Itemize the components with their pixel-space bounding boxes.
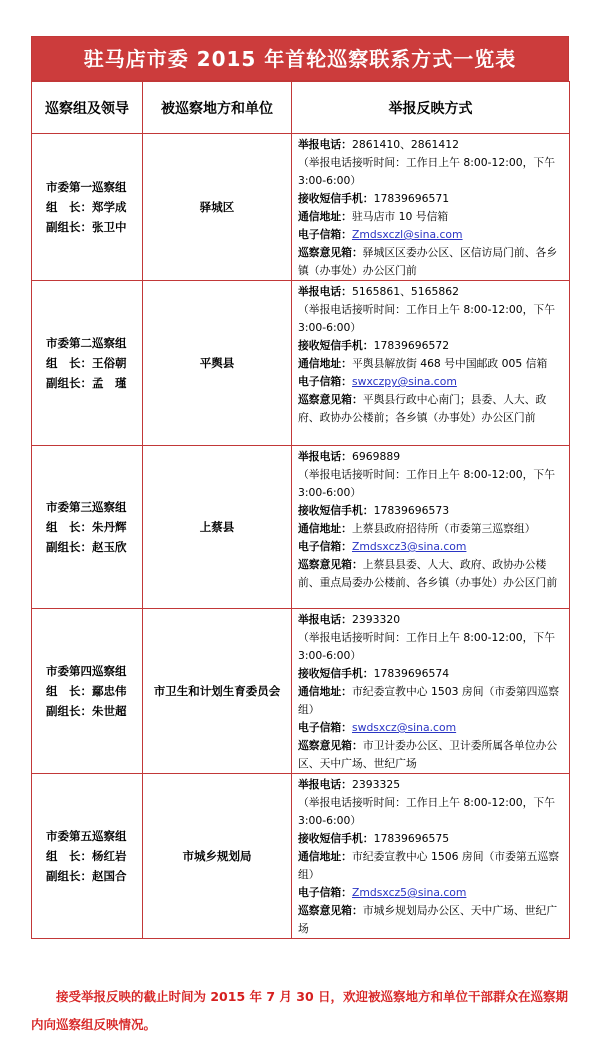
table-row: [32, 134, 570, 281]
mailbox-value: 平舆县行政中心南门；县委、人大、政府、政协办公楼前；各乡镇（办事处）办公区门前: [298, 393, 547, 424]
group-leader: 组 长：朱丹辉: [46, 520, 127, 534]
phone-line: [298, 611, 563, 629]
group-leader: 组 长：郑学成: [46, 200, 127, 214]
sms-value: 17839696571: [373, 192, 450, 205]
mailbox-label: 巡察意见箱：: [298, 246, 363, 259]
target-unit: 驿城区: [143, 134, 292, 281]
address-label: 通信地址：: [298, 685, 352, 698]
address-label: 通信地址：: [298, 210, 352, 223]
group-name: 市委第一巡察组: [46, 180, 127, 194]
group-deputy: 副组长：赵国合: [46, 869, 127, 883]
header-target: 被巡察地方和单位: [143, 82, 292, 134]
address-value: 上蔡县政府招待所（市委第三巡察组）: [351, 522, 536, 535]
mailbox-value: 市卫计委办公区、卫计委所属各单位办公区、天中广场、世纪广场: [298, 739, 558, 770]
phone-label: 举报电话：: [298, 450, 352, 463]
mailbox-value: 驿城区区委办公区、区信访局门前、各乡镇（办事处）办公区门前: [298, 246, 558, 277]
header-group: 巡察组及领导: [32, 82, 143, 134]
phone-label: 举报电话：: [298, 138, 352, 151]
phone-line: [298, 136, 563, 154]
mailbox-label: 巡察意见箱：: [298, 393, 363, 406]
email-label: 电子信箱：: [298, 540, 352, 553]
group-cell: [32, 281, 143, 446]
mailbox-line: [298, 244, 563, 280]
sms-label: 接收短信手机：: [298, 192, 374, 205]
deadline-notice: 接受举报反映的截止时间为 2015 年 7 月 30 日，欢迎被巡察地方和单位干部群众在巡察期内向巡察组反映情况。: [31, 989, 568, 1032]
sms-line: [298, 665, 563, 683]
address-value: 市纪委宣教中心 1506 房间（市委第五巡察组）: [298, 850, 560, 881]
group-leader: 组 长：杨红岩: [46, 849, 127, 863]
table-row: [32, 609, 570, 774]
address-line: [298, 208, 563, 226]
phone-value: 2393320: [351, 613, 401, 626]
email-link[interactable]: swdsxcz@sina.com: [351, 721, 457, 734]
sms-value: 17839696573: [373, 504, 450, 517]
mailbox-line: [298, 902, 563, 938]
group-name: 市委第四巡察组: [46, 664, 127, 678]
group-cell: [32, 134, 143, 281]
sms-value: 17839696575: [373, 832, 450, 845]
address-label: 通信地址：: [298, 357, 352, 370]
address-line: [298, 848, 563, 884]
header-contact: 举报反映方式: [292, 82, 570, 134]
email-line: [298, 884, 563, 902]
sms-label: 接收短信手机：: [298, 504, 374, 517]
mailbox-label: 巡察意见箱：: [298, 904, 363, 917]
mailbox-line: [298, 391, 563, 427]
group-name: 市委第五巡察组: [46, 829, 127, 843]
address-value: 平舆县解放街 468 号中国邮政 005 信箱: [351, 357, 548, 370]
sms-value: 17839696574: [373, 667, 450, 680]
email-line: [298, 538, 563, 556]
mailbox-label: 巡察意见箱：: [298, 739, 363, 752]
contact-cell: [292, 446, 570, 609]
address-label: 通信地址：: [298, 522, 352, 535]
phone-line: [298, 448, 563, 466]
contact-sheet: [31, 36, 569, 939]
email-line: [298, 226, 563, 244]
phone-value: 6969889: [351, 450, 401, 463]
group-cell: [32, 446, 143, 609]
email-link[interactable]: swxczpy@sina.com: [351, 375, 457, 388]
group-cell: [32, 774, 143, 939]
contact-cell: [292, 281, 570, 446]
mailbox-label: 巡察意见箱：: [298, 558, 363, 571]
address-line: [298, 520, 563, 538]
target-unit: 市城乡规划局: [143, 774, 292, 939]
address-line: [298, 355, 563, 373]
hours-line: （举报电话接听时间：工作日上午 8:00-12:00，下午 3:00-6:00）: [298, 303, 556, 334]
group-deputy: 副组长：张卫中: [46, 220, 127, 234]
sms-label: 接收短信手机：: [298, 339, 374, 352]
sms-label: 接收短信手机：: [298, 667, 374, 680]
hours-line: （举报电话接听时间：工作日上午 8:00-12:00，下午 3:00-6:00）: [298, 156, 556, 187]
phone-value: 5165861、5165862: [351, 285, 459, 298]
mailbox-line: [298, 737, 563, 773]
sms-value: 17839696572: [373, 339, 450, 352]
address-line: [298, 683, 563, 719]
group-deputy: 副组长：孟 瑾: [46, 376, 127, 390]
target-unit: 上蔡县: [143, 446, 292, 609]
phone-label: 举报电话：: [298, 778, 352, 791]
mailbox-line: [298, 556, 563, 592]
header-row: [32, 82, 570, 134]
page-title: 驻马店市委 2015 年首轮巡察联系方式一览表: [31, 36, 569, 81]
table-row: [32, 446, 570, 609]
group-leader: 组 长：鄢忠伟: [46, 684, 127, 698]
email-link[interactable]: Zmdsxczl@sina.com: [351, 228, 463, 241]
group-name: 市委第二巡察组: [46, 336, 127, 350]
sms-line: [298, 830, 563, 848]
group-name: 市委第三巡察组: [46, 500, 127, 514]
sms-label: 接收短信手机：: [298, 832, 374, 845]
email-line: [298, 373, 563, 391]
email-label: 电子信箱：: [298, 721, 352, 734]
mailbox-value: 上蔡县县委、人大、政府、政协办公楼前、重点局委办公楼前、各乡镇（办事处）办公区门前: [298, 558, 558, 589]
contact-cell: [292, 609, 570, 774]
phone-line: [298, 776, 563, 794]
group-cell: [32, 609, 143, 774]
email-link[interactable]: Zmdsxcz5@sina.com: [351, 886, 467, 899]
hours-line: （举报电话接听时间：工作日上午 8:00-12:00，下午 3:00-6:00）: [298, 631, 556, 662]
phone-label: 举报电话：: [298, 613, 352, 626]
table-row: [32, 774, 570, 939]
contact-table: [31, 81, 570, 939]
address-label: 通信地址：: [298, 850, 352, 863]
hours-line: （举报电话接听时间：工作日上午 8:00-12:00，下午 3:00-6:00）: [298, 796, 556, 827]
hours-line: （举报电话接听时间：工作日上午 8:00-12:00，下午 3:00-6:00）: [298, 468, 556, 499]
table-row: [32, 281, 570, 446]
contact-cell: [292, 134, 570, 281]
target-unit: 市卫生和计划生育委员会: [143, 609, 292, 774]
phone-label: 举报电话：: [298, 285, 352, 298]
address-value: 驻马店市 10 号信箱: [351, 210, 449, 223]
email-label: 电子信箱：: [298, 375, 352, 388]
phone-value: 2393325: [351, 778, 401, 791]
mailbox-value: 市城乡规划局办公区、天中广场、世纪广场: [298, 904, 558, 935]
target-unit: 平舆县: [143, 281, 292, 446]
group-deputy: 副组长：赵玉欣: [46, 540, 127, 554]
contact-cell: [292, 774, 570, 939]
sms-line: [298, 190, 563, 208]
group-deputy: 副组长：朱世超: [46, 704, 127, 718]
email-label: 电子信箱：: [298, 886, 352, 899]
email-line: [298, 719, 563, 737]
email-link[interactable]: Zmdsxcz3@sina.com: [351, 540, 467, 553]
group-leader: 组 长：王俗朝: [46, 356, 127, 370]
email-label: 电子信箱：: [298, 228, 352, 241]
sms-line: [298, 337, 563, 355]
sms-line: [298, 502, 563, 520]
phone-value: 2861410、2861412: [351, 138, 459, 151]
address-value: 市纪委宣教中心 1503 房间（市委第四巡察组）: [298, 685, 560, 716]
phone-line: [298, 283, 563, 301]
